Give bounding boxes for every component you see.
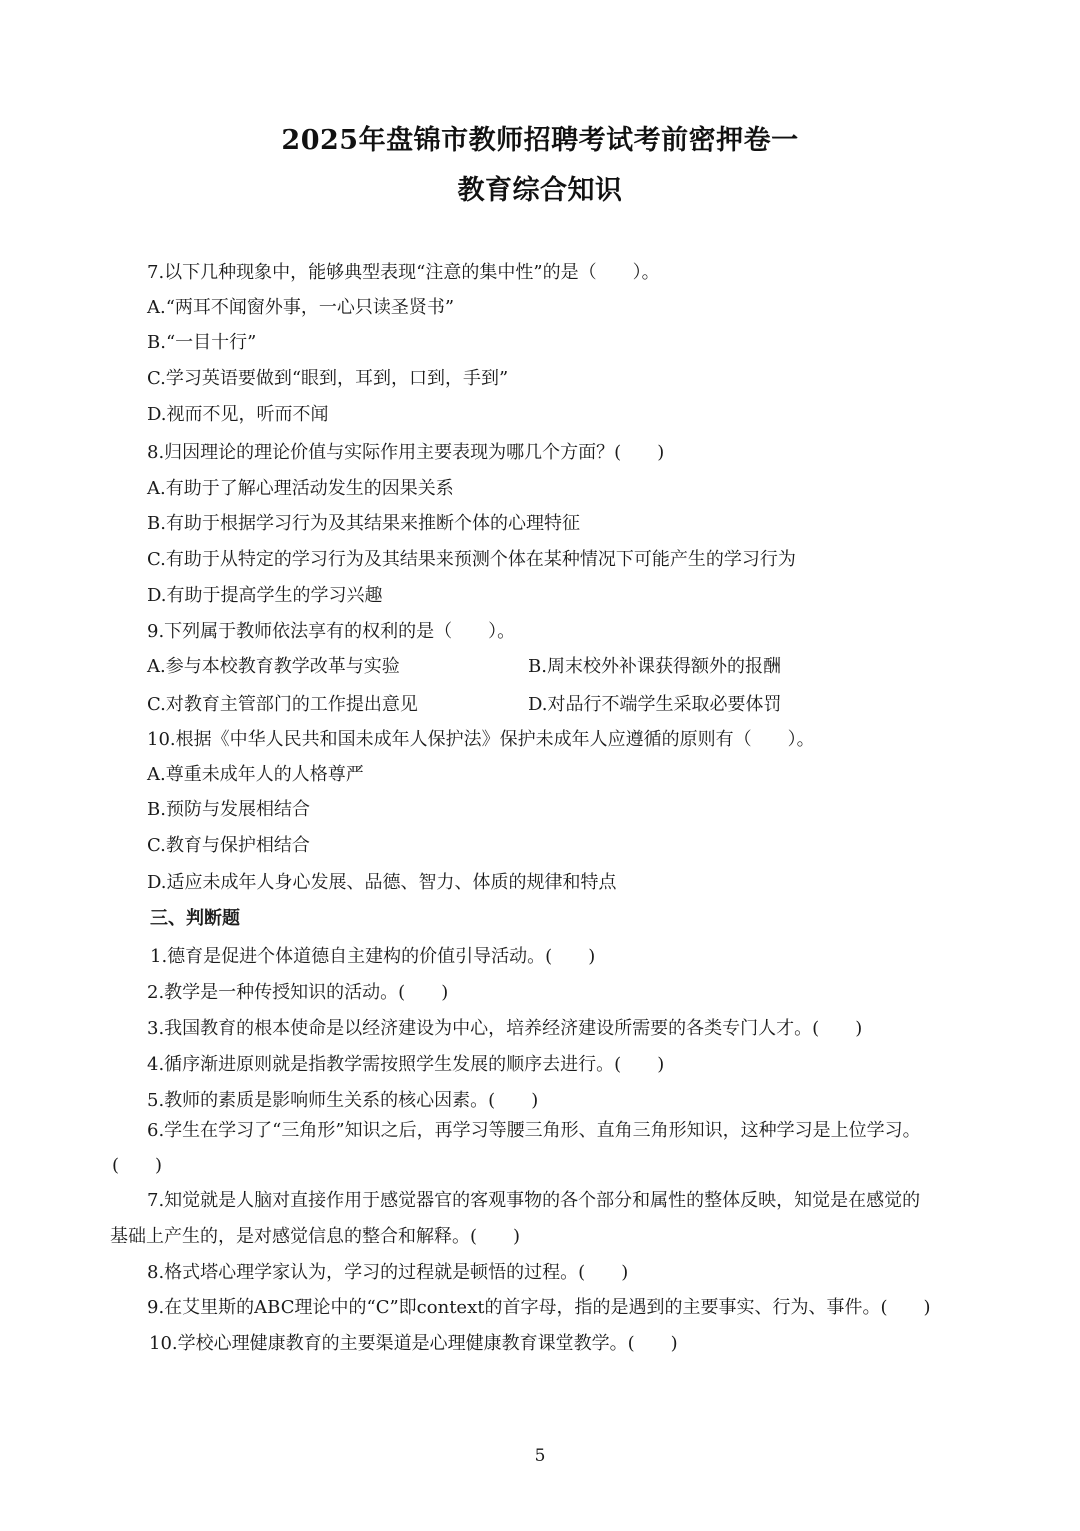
page-number: 5: [534, 1446, 546, 1466]
question-10-option-d: D.适应未成年人身心发展、品德、智力、体质的规律和特点: [147, 872, 617, 893]
question-9-option-b: B.周末校外补课获得额外的报酬: [528, 656, 781, 677]
question-7-stem: 7.以下几种现象中，能够典型表现“注意的集中性”的是（ ）。: [147, 262, 660, 283]
exam-title: 2025年盘锦市教师招聘考试考前密押卷一: [281, 125, 799, 156]
judgment-item-6-bracket: ( ): [112, 1155, 163, 1176]
question-10-option-a: A.尊重未成年人的人格尊严: [147, 764, 364, 785]
question-7-option-d: D.视而不见，听而不闻: [147, 404, 329, 425]
judgment-item-7-continued: 基础上产生的，是对感觉信息的整合和解释。( ): [110, 1226, 521, 1247]
question-7-option-c: C.学习英语要做到“眼到，耳到，口到，手到”: [147, 368, 509, 389]
question-10-stem: 10.根据《中华人民共和国未成年人保护法》保护未成年人应遵循的原则有（ ）。: [147, 729, 815, 750]
question-8-option-b: B.有助于根据学习行为及其结果来推断个体的心理特征: [147, 513, 580, 534]
question-7-option-b: B.“一目十行”: [147, 332, 257, 353]
judgment-item-3: 3.我国教育的根本使命是以经济建设为中心，培养经济建设所需要的各类专门人才。( ): [147, 1018, 863, 1039]
question-8-option-a: A.有助于了解心理活动发生的因果关系: [147, 478, 454, 499]
exam-subject: 教育综合知识: [457, 175, 623, 206]
judgment-item-4: 4.循序渐进原则就是指教学需按照学生发展的顺序去进行。( ): [147, 1054, 665, 1075]
question-9-option-a: A.参与本校教育教学改革与实验: [147, 656, 400, 677]
question-9-stem: 9.下列属于教师依法享有的权利的是（ ）。: [147, 621, 516, 642]
question-8-option-c: C.有助于从特定的学习行为及其结果来预测个体在某种情况下可能产生的学习行为: [147, 549, 796, 570]
question-7-option-a: A.“两耳不闻窗外事，一心只读圣贤书”: [147, 297, 455, 318]
question-9-option-d: D.对品行不端学生采取必要体罚: [528, 694, 782, 715]
judgment-item-6: 6.学生在学习了“三角形”知识之后，再学习等腰三角形、直角三角形知识，这种学习是上位学习。: [147, 1120, 921, 1141]
question-8-option-d: D.有助于提高学生的学习兴趣: [147, 585, 383, 606]
judgment-item-1: 1.德育是促进个体道德自主建构的价值引导活动。( ): [150, 946, 596, 967]
judgment-item-2: 2.教学是一种传授知识的活动。( ): [147, 982, 449, 1003]
question-10-option-c: C.教育与保护相结合: [147, 835, 310, 856]
question-9-option-c: C.对教育主管部门的工作提出意见: [147, 694, 418, 715]
section-heading-judgment: 三、判断题: [150, 908, 240, 929]
judgment-item-7: 7.知觉就是人脑对直接作用于感觉器官的客观事物的各个部分和属性的整体反映，知觉是在感觉的: [147, 1190, 921, 1211]
judgment-item-5: 5.教师的素质是影响师生关系的核心因素。( ): [147, 1090, 539, 1111]
judgment-item-10: 10.学校心理健康教育的主要渠道是心理健康教育课堂教学。( ): [149, 1333, 678, 1354]
question-10-option-b: B.预防与发展相结合: [147, 799, 310, 820]
judgment-item-8: 8.格式塔心理学家认为，学习的过程就是顿悟的过程。( ): [147, 1262, 629, 1283]
question-8-stem: 8.归因理论的理论价值与实际作用主要表现为哪几个方面？( ): [147, 442, 665, 463]
judgment-item-9: 9.在艾里斯的ABC理论中的“C”即context的首字母，指的是遇到的主要事实、行为、事件。( ): [147, 1297, 931, 1318]
